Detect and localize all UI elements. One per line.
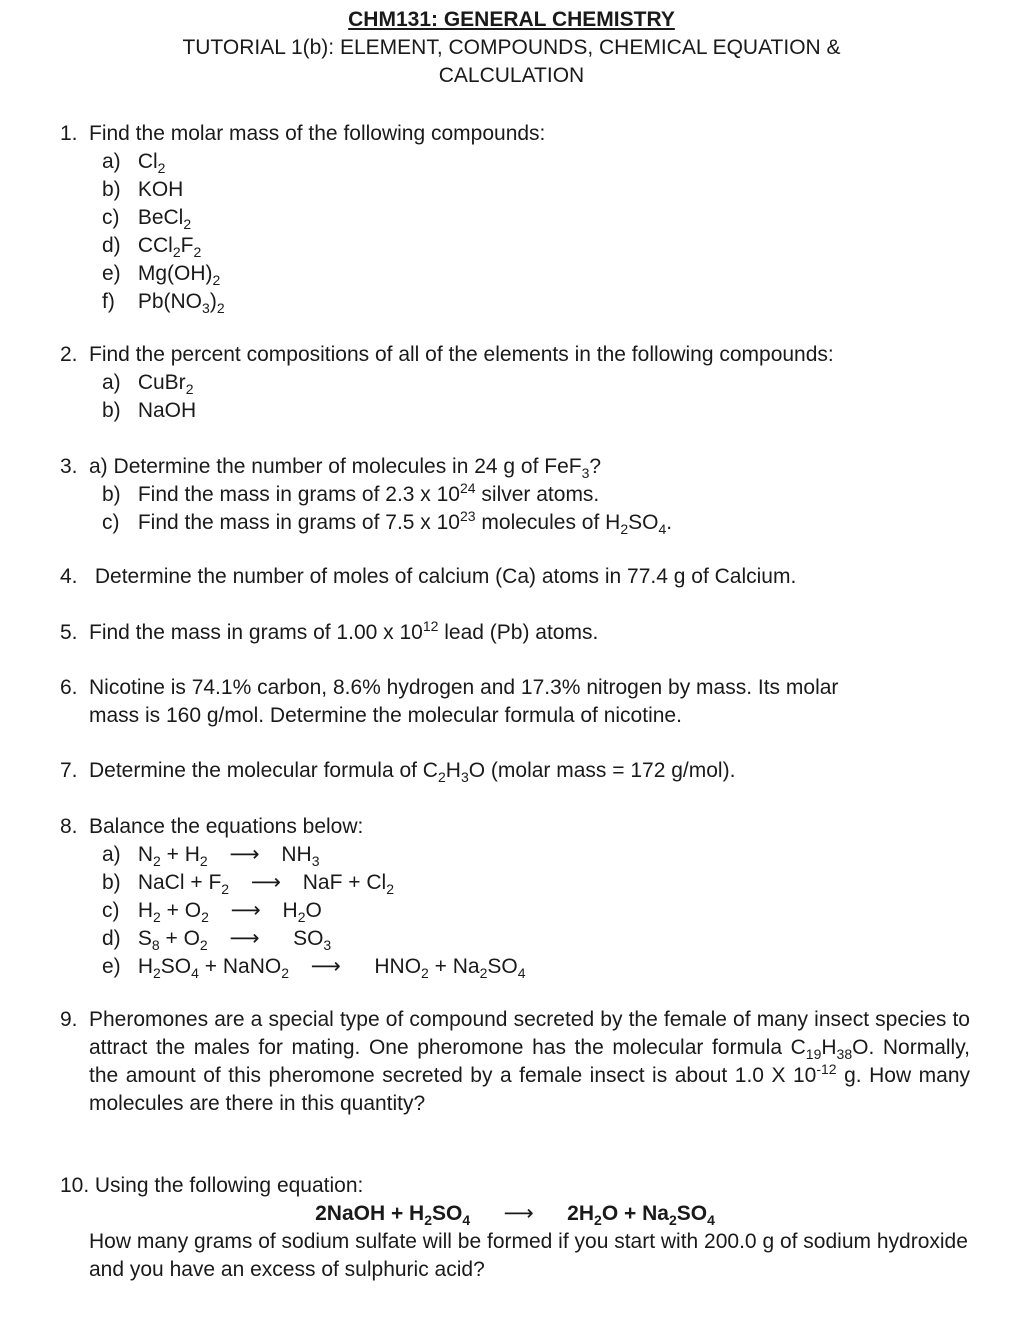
- arrow-icon: ⟶: [310, 955, 341, 978]
- document-header: [0, 6, 1023, 90]
- question-2: 2. Find the percent compositions of all of the elements in the following compounds: a) CuBr$_2$ b) NaOH: [60, 341, 970, 425]
- sub-item: b) NaOH: [102, 399, 197, 422]
- sub-item: f) $Pb(NO_3)_2$: [102, 290, 225, 317]
- equation-a: a) $N_2 + H_2$ ⟶ $NH_3$: [102, 843, 320, 870]
- document-subtitle-line2: CALCULATION: [438, 64, 585, 87]
- sub-item: c) Find the mass in grams of 7.5 x $10^{23}$ molecules of $H_2SO_4$.: [102, 508, 673, 538]
- sub-item: a) CuBr$_2$: [102, 371, 194, 398]
- question-1: [60, 120, 970, 316]
- arrow-icon: ⟶: [230, 899, 261, 922]
- equation-c: c) $H_2 + O_2$ ⟶ $H_2O$: [102, 899, 322, 926]
- arrow-icon: ⟶: [250, 871, 281, 894]
- arrow-icon: ⟶: [229, 843, 260, 866]
- question-5: 5. Find the mass in grams of 1.00 x $10^{12}$ lead (Pb) atoms.: [60, 618, 599, 644]
- sub-item: e) $Mg(OH)_2$: [102, 262, 221, 289]
- question-7: 7. Determine the molecular formula of $C_2H_3O$ (molar mass = 172 g/mol).: [60, 759, 736, 786]
- question-4: 4. Determine the number of moles of calcium (Ca) atoms in 77.4 g of Calcium.: [60, 565, 797, 588]
- equation-b: b) NaCl + $F_2$ ⟶ NaF + $Cl_2$: [102, 871, 394, 898]
- question-text: Find the percent compositions of all of the elements in the following compounds:: [89, 343, 834, 366]
- document-title: CHM131: GENERAL CHEMISTRY: [348, 8, 675, 31]
- sub-item: b) KOH: [102, 178, 184, 201]
- question-9: 9. Pheromones are a special type of compound secreted by the female of many insect species to attract the males for mating. One pheromone has the molecular formula $C_{19}H_{38}O$. Normally, the amount of this pheromone secreted by a female insect is about 1.0 X $10^{-12}$ g. How many molecules are there in this quantity?: [60, 1008, 970, 1115]
- question-3: 3. a) Determine the number of molecules in 24 g of FeF$_3$? b) Find the mass in grams of 2.3 x $10^{24}$ silver atoms. c) Find the mass in grams of 7.5 x $10^{23}$ molecules of $H_2SO_4$.: [60, 453, 970, 537]
- arrow-icon: ⟶: [229, 927, 260, 950]
- arrow-icon: ⟶: [503, 1202, 534, 1225]
- document-subtitle: TUTORIAL 1(b): ELEMENT, COMPOUNDS, CHEMICAL EQUATION &: [182, 36, 841, 59]
- sub-item: c) BeCl$_2$: [102, 206, 192, 233]
- question-10: 10. Using the following equation: 2NaOH + $H_2SO_4$ ⟶ $2H_2O + Na_2SO_4$ How many grams of sodium sulfate will be formed if you start with 200.0 g of sodium hydroxide and you have an excess of sulphuric acid?: [60, 1172, 970, 1284]
- equation-e: e) $H_2SO_4$ + NaNO$_2$ ⟶ $HNO_2 + Na_2SO_4$: [102, 955, 526, 982]
- equation-10: 2NaOH + $H_2SO_4$ ⟶ $2H_2O + Na_2SO_4$: [315, 1202, 715, 1229]
- question-text: Find the molar mass of the following compounds:: [89, 122, 546, 145]
- sub-item: a) $Cl_2$: [102, 150, 166, 177]
- sub-item: d) $CCl_2F_2$: [102, 234, 202, 261]
- question-8: 8. Balance the equations below: a) $N_2 + H_2$ ⟶ $NH_3$ b) NaCl + $F_2$ ⟶ NaF + $Cl_2$ c) $H_2 + O_2$ ⟶ $H_2O$ d) $S_8 + O_2$ ⟶ $SO_3$ e) $H_2SO_4$ + NaNO$_2$ ⟶ $HNO_2 + Na_2SO_4$: [60, 813, 970, 981]
- question-text: How many grams of sodium sulfate will be formed if you start with 200.0 g of sodium hydroxide and you have an excess of sulphuric acid?: [89, 1230, 968, 1281]
- question-number: 1.: [60, 122, 78, 145]
- equation-d: d) $S_8 + O_2$ ⟶ $SO_3$: [102, 927, 332, 954]
- sub-item: b) Find the mass in grams of 2.3 x $10^{24}$ silver atoms.: [102, 480, 600, 506]
- question-6: 6. Nicotine is 74.1% carbon, 8.6% hydrogen and 17.3% nitrogen by mass. Its molar mass is 160 g/mol. Determine the molecular formula of nicotine.: [60, 676, 839, 727]
